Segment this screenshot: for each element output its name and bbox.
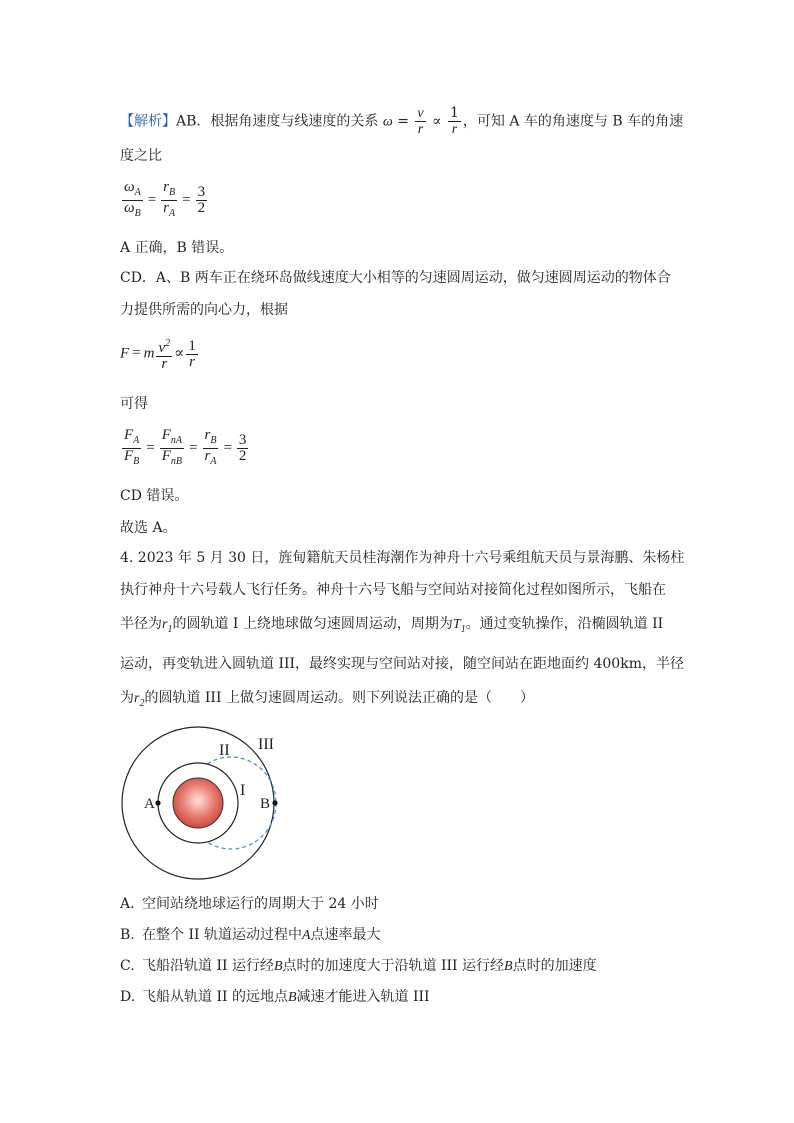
point-a-dot (155, 800, 160, 805)
analysis-tag: 【解析】 (120, 113, 176, 130)
square: 2 (165, 338, 171, 349)
analysis-line-1 (120, 106, 683, 137)
fraction-numerator: 3 (197, 184, 206, 200)
equals-sign: = (223, 439, 232, 456)
proportional-sign: ∝ (174, 345, 185, 362)
option-text: 点时的加速度 (512, 958, 597, 974)
sub-1: 1 (167, 623, 173, 635)
text: 半径为 (120, 616, 162, 632)
sub-2: 2 (139, 697, 145, 709)
label-orbit-II: II (219, 742, 230, 759)
question-line-2: 执行神舟十六号载人飞行任务。神舟十六号飞船与空间站对接简化过程如图所示，飞船在 (120, 582, 666, 598)
answer-text: 故选 A。 (120, 520, 177, 536)
fraction-numerator (161, 180, 177, 201)
option-text: 点时的加速度大于沿轨道 III 运行经 (282, 958, 505, 974)
fraction-numerator (122, 428, 141, 449)
f-b: F (124, 448, 134, 464)
f-na: F (161, 427, 171, 443)
analysis-line1-post: ，可知 A 车的角速度与 B 车的角速 (462, 113, 684, 130)
question-line-1: 4. 2023 年 5 月 30 日，旌甸籍航天员桂海潮作为神舟十六号乘组航天员与景海鹏、朱杨柱 (120, 550, 685, 566)
earth (173, 778, 223, 828)
sub-na: nA (170, 435, 183, 446)
force-f: F (120, 345, 130, 362)
v-over-r-fraction (415, 106, 425, 137)
fraction-denominator (161, 201, 177, 221)
f-a: F (124, 427, 134, 443)
point-b-dot (272, 800, 277, 805)
label-orbit-III: III (258, 736, 274, 753)
kede-text: 可得 (120, 396, 148, 412)
option-text: 在整个 II 轨道运动过程中 (142, 927, 302, 943)
sub-b: B (133, 456, 140, 467)
fraction-numerator: v (417, 106, 424, 121)
one-over-r (186, 339, 198, 370)
option-d[interactable] (120, 987, 430, 1008)
sub-b: B (134, 208, 141, 219)
fraction-denominator: r (189, 353, 195, 370)
equals-sign: = (147, 191, 157, 208)
sub-nb: nB (170, 456, 183, 467)
r: r (162, 617, 168, 632)
conclusion-ab: A 正确，B 错误。 (120, 240, 234, 256)
cd-line-2: 力提供所需的向心力，根据 (120, 302, 288, 318)
three-halves (196, 185, 208, 216)
sub-1: 1 (460, 623, 466, 635)
equals-sign: = (397, 113, 409, 130)
option-text: 空间站绕地球运行的周期大于 24 小时 (142, 896, 379, 912)
option-b[interactable] (120, 925, 381, 946)
fraction-numerator: 3 (238, 432, 247, 448)
centripetal-force-equation (120, 336, 200, 372)
fraction-numerator (160, 428, 184, 449)
label-b: B (260, 796, 271, 812)
r-a: r (204, 448, 211, 464)
fraction-denominator: r (451, 122, 458, 137)
equals-sign: = (132, 345, 141, 362)
r-a: r (163, 200, 170, 216)
omega-symbol: ω (382, 114, 393, 130)
sub-b: B (210, 435, 217, 446)
force-ratio-equation (120, 428, 250, 469)
omegaA-over-omegaB (122, 180, 143, 221)
text: 的圆轨道 I 上绕地球做匀速圆周运动，周期为 (172, 616, 453, 632)
rB-over-rA (203, 428, 219, 469)
equals-sign: = (182, 191, 191, 208)
text: 。通过变轨操作，沿椭圆轨道 II (465, 616, 664, 632)
option-label: C. (120, 958, 135, 974)
option-text: 飞船沿轨道 II 运行经 (142, 958, 274, 974)
option-c[interactable] (120, 956, 597, 977)
fraction-denominator (122, 201, 143, 221)
question-line-3 (120, 614, 663, 640)
fraction-denominator (122, 449, 141, 469)
orbit-diagram (118, 725, 288, 885)
fraction-denominator: 2 (197, 200, 206, 216)
period-t1 (452, 617, 466, 635)
omega-b: ω (124, 200, 135, 216)
point-ref: B (287, 990, 297, 1005)
analysis-line1-text: AB．根据角速度与线速度的关系 (176, 113, 379, 130)
v2-over-r (156, 336, 172, 372)
r: r (134, 691, 140, 706)
radius-r2 (134, 691, 145, 709)
sub-b: B (169, 187, 176, 198)
proportional-sign: ∝ (432, 113, 442, 130)
r-b: r (163, 179, 170, 195)
option-text: 飞船从轨道 II 的远地点 (142, 989, 288, 1005)
fraction-numerator (122, 180, 143, 201)
fraction-numerator: 1 (188, 337, 196, 354)
three-halves (237, 433, 249, 464)
option-text: 点速率最大 (310, 927, 381, 943)
fraction-denominator: r (417, 122, 424, 137)
point-ref: B (504, 959, 513, 974)
question-line-4: 运动，再变轨进入圆轨道 III，最终实现与空间站对接，随空间站在距地面约 400km，半径 (120, 656, 684, 672)
one-over-r-fraction (448, 106, 461, 137)
fraction-numerator: 1 (450, 105, 459, 121)
analysis-line-2: 度之比 (120, 148, 162, 164)
question-line-5 (120, 688, 534, 714)
point-ref: B (273, 959, 283, 974)
option-label: B. (120, 927, 135, 943)
radius-r1 (162, 617, 173, 635)
option-label: D. (120, 989, 136, 1005)
fraction-denominator (160, 449, 184, 469)
fraction-denominator (203, 449, 219, 469)
option-text: 减速才能进入轨道 III (296, 989, 430, 1005)
equals-sign: = (146, 439, 155, 456)
sub-a: A (169, 208, 176, 219)
t: T (452, 617, 461, 632)
option-label: A. (120, 896, 135, 912)
velocity-v: v (158, 340, 166, 356)
sub-a: A (133, 435, 140, 446)
text: 为 (120, 690, 134, 706)
point-ref: A (301, 928, 311, 943)
mass-m: m (143, 345, 155, 362)
r-b: r (204, 427, 211, 443)
option-a[interactable] (120, 894, 379, 914)
label-a: A (144, 796, 155, 812)
f-nb: F (161, 448, 171, 464)
FnA-over-FnB (160, 428, 184, 469)
FA-over-FB (122, 428, 141, 469)
fraction-denominator: r (161, 356, 168, 372)
rB-over-rA (161, 180, 177, 221)
cd-wrong: CD 错误。 (120, 488, 189, 504)
omega-a: ω (124, 179, 135, 195)
cd-line-1: CD．A、B 两车正在绕环岛做线速度大小相等的匀速圆周运动，做匀速圆周运动的物体合 (120, 270, 671, 286)
label-orbit-I: I (240, 782, 246, 799)
equals-sign: = (189, 439, 198, 456)
sub-a: A (134, 187, 141, 198)
text: 的圆轨道 III 上做匀速圆周运动。则下列说法正确的是（ ） (144, 690, 534, 706)
sub-a: A (210, 456, 217, 467)
angular-velocity-ratio-equation (120, 180, 209, 221)
fraction-numerator (203, 428, 219, 449)
fraction-numerator (156, 336, 172, 357)
fraction-denominator: 2 (238, 448, 247, 464)
